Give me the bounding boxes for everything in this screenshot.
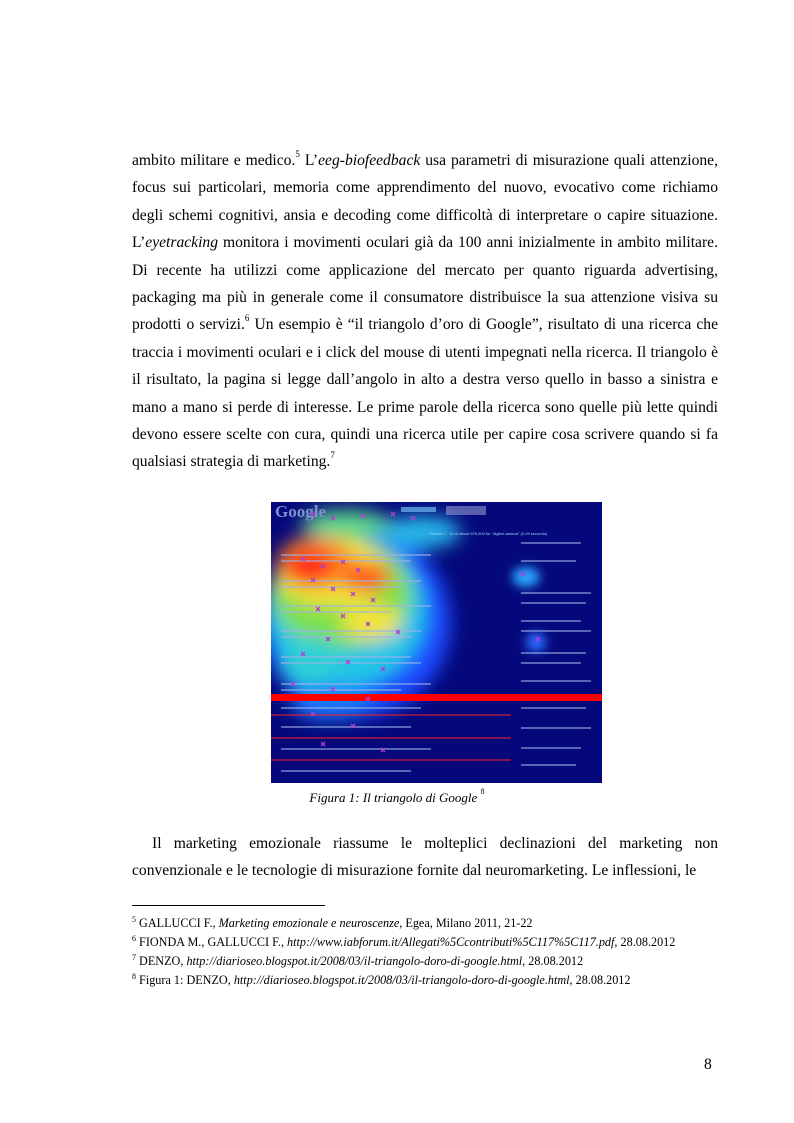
footnote-rest: , 28.08.2012 (522, 954, 584, 969)
footnote-number: 6 (132, 934, 136, 944)
heatmap-image (271, 502, 602, 783)
footnote-link[interactable]: http://www.iabforum.it/Allegati%5Ccontributi%5C117%5C117.pdf (287, 935, 615, 950)
caption-text: Figura 1: Il triangolo di Google (309, 790, 478, 805)
footnote-7 (132, 950, 718, 969)
page-number: 8 (704, 1056, 712, 1073)
footnote-8 (132, 969, 718, 988)
footnotes (132, 912, 718, 988)
footnote-number: 7 (132, 953, 136, 963)
footnote-ref-8: 8 (480, 787, 485, 796)
footnote-author: FIONDA M., GALLUCCI F., (139, 935, 288, 950)
body-paragraph-2: Il marketing emozionale riassume le molteplici declinazioni del marketing non convenzionale e le tecnologie di misurazione fornite dal neuromarketing. Le inflessioni, le (132, 835, 718, 880)
term-eyetracking: eyetracking (145, 234, 219, 252)
footnote-ref-6: 6 (244, 313, 250, 324)
term-eeg-biofeedback: eeg-biofeedback (318, 152, 421, 169)
footnote-link[interactable]: http://diarioseo.blogspot.it/2008/03/il-triangolo-doro-di-google.html (233, 973, 570, 988)
text-run: L’ (299, 152, 319, 169)
text-run: ambito militare e medico. (132, 152, 296, 169)
footnote-ref-5: 5 (295, 149, 300, 159)
body-paragraph-1 (132, 147, 718, 476)
figure-caption (0, 787, 794, 806)
footnote-number: 5 (132, 915, 136, 924)
heatmap-results-text: Results 1 - 10 of about 976,000 for "digital camera" (0.09 seconds) (429, 531, 548, 536)
footnote-rest: , Egea, Milano 2011, 21-22 (399, 916, 533, 931)
footnote-5 (132, 912, 718, 931)
footnote-rest: , 28.08.2012 (569, 973, 631, 988)
footnote-rest: , 28.08.2012 (614, 935, 676, 950)
text-run: Un esempio è “il triangolo d’oro di Google”, risultato di una ricerca che traccia i movimenti oculari e i click del mouse di utenti impegnati nella ricerca. Il triangolo è il risultato, la pagina si legge dall’angolo in alto a destra verso quello in basso a sinistra e mano a mano si perde di interesse. Le prime parole della ricerca sono quelle più lette quindi devono essere scelte con cura, quindi una ricerca utile per capire cosa scrivere quando si fa qualsiasi strategia di marketing. (132, 316, 719, 471)
footnote-ref-7: 7 (330, 450, 335, 461)
footnote-author: DENZO, (139, 954, 187, 969)
footnote-author: Figura 1: DENZO, (139, 973, 234, 988)
text-run: usa parametri di misurazione quali attenzione, focus sui particolari, memoria come apprendimento del nuovo, evocativo come richiamo degli schemi cognitivi, ansia e decoding come difficoltà di interpretare o capire situazione. L’ (132, 152, 719, 252)
footnote-separator (132, 905, 325, 906)
footnote-6 (132, 931, 718, 950)
heatmap-google-logo: Google (275, 502, 326, 521)
footnote-link[interactable]: http://diarioseo.blogspot.it/2008/03/il-triangolo-doro-di-google.html (186, 954, 523, 969)
footnote-author: GALLUCCI F., (139, 916, 219, 931)
google-heatmap-figure (271, 502, 602, 783)
footnote-number: 8 (132, 972, 136, 982)
text-run: monitora i movimenti oculari già da 100 anni inizialmente in ambito militare. Di recente ha utilizzi come applicazione del mercato per quanto riguarda advertising, packaging ma più in generale come il consumatore distribuisce la sua attenzione visiva su prodotti o servizi. (132, 234, 718, 334)
footnote-title: Marketing emozionale e neuroscenze (218, 916, 400, 931)
